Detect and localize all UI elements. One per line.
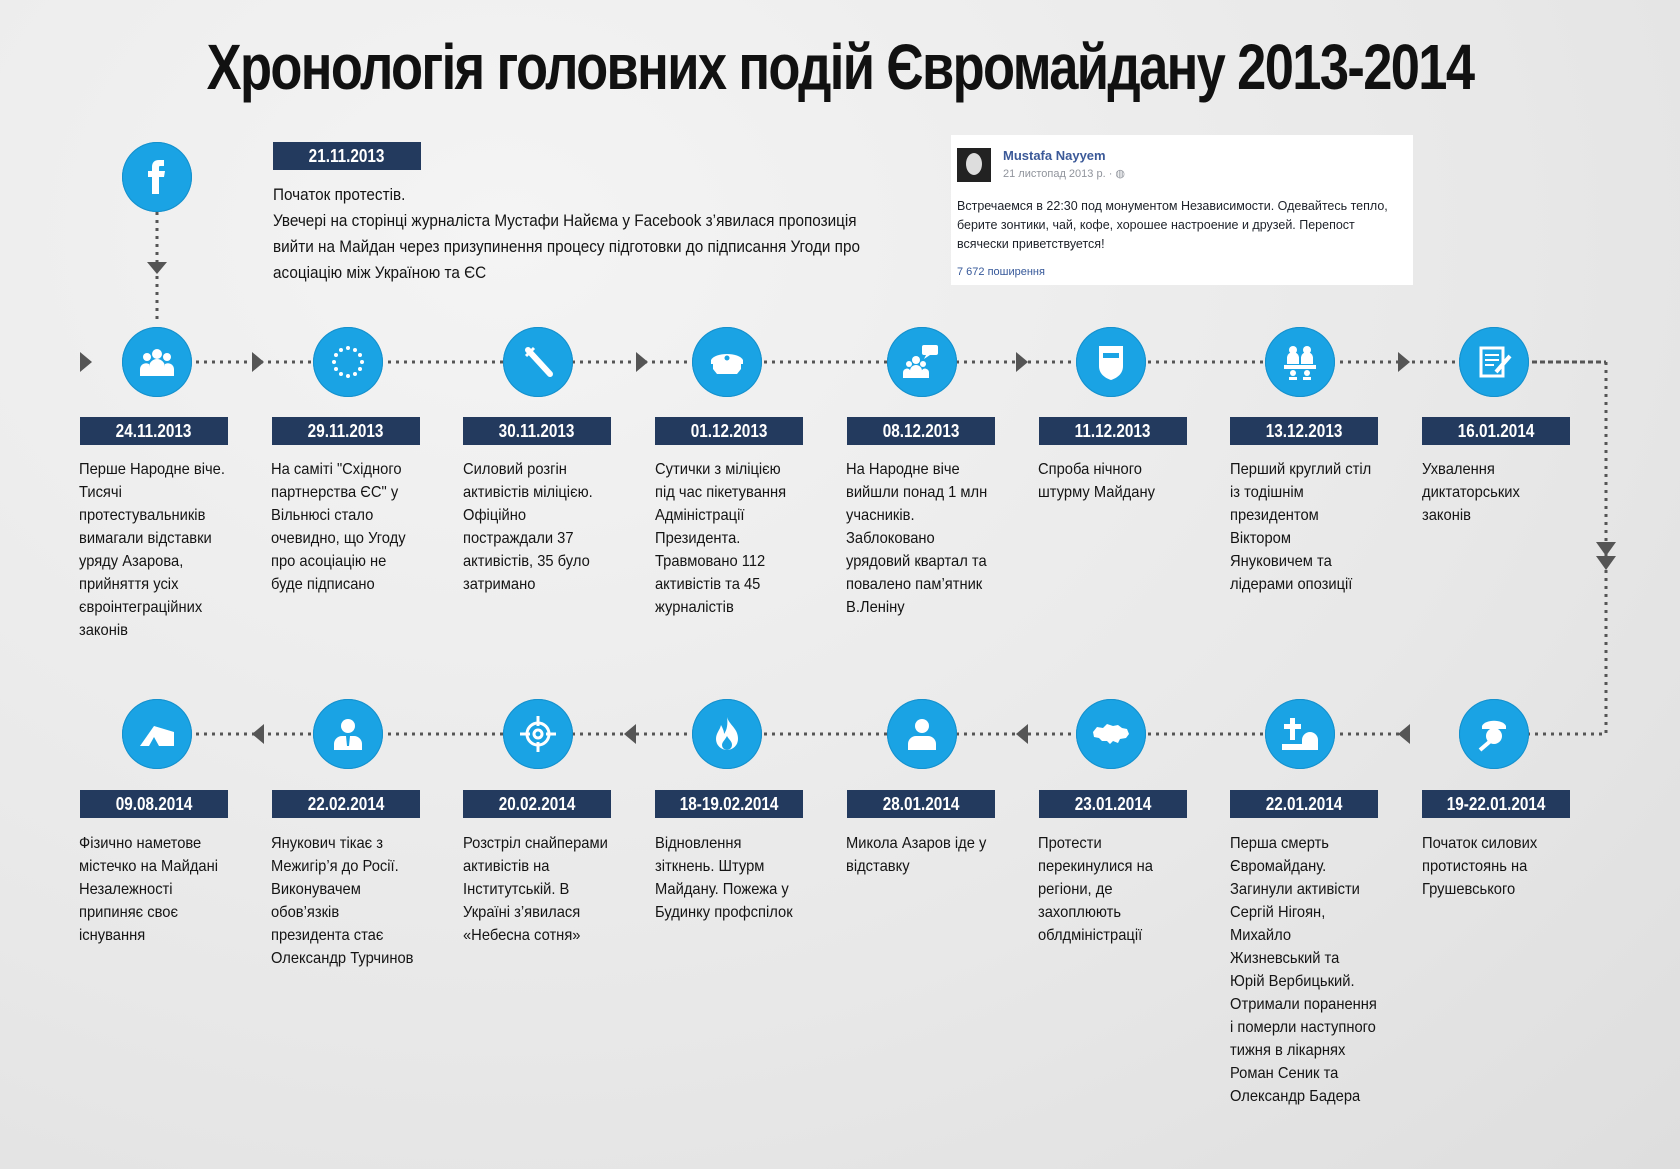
event-11-date: 20.02.2014 bbox=[463, 790, 611, 818]
event-8-desc: Ухвалення диктаторських законів bbox=[1422, 461, 1520, 524]
tent-icon bbox=[122, 699, 192, 769]
police-shield-icon bbox=[1076, 327, 1146, 397]
event-9-desc: Фізично наметове містечко на Майдані Незалежності припиняє своє існування bbox=[79, 835, 218, 944]
crosshair-icon bbox=[503, 699, 573, 769]
post-shares[interactable]: 7 672 поширення bbox=[957, 266, 1045, 278]
event-6-desc: Спроба нічного штурму Майдану bbox=[1038, 461, 1155, 501]
person-icon bbox=[887, 699, 957, 769]
event-8-date: 16.01.2014 bbox=[1422, 417, 1570, 445]
event-14-date: 23.01.2014 bbox=[1039, 790, 1187, 818]
ukraine-map-icon bbox=[1076, 699, 1146, 769]
event-11-desc: Розстріл снайперами активістів на Інститутській. В Україні з’явилася «Небесна сотня» bbox=[463, 835, 608, 944]
event-3-date: 30.11.2013 bbox=[463, 417, 611, 445]
police-cap-icon bbox=[692, 327, 762, 397]
event-12-desc: Відновлення зіткнень. Штурм Майдану. Пожежа у Будинку профспілок bbox=[655, 835, 793, 921]
arrow-intro bbox=[147, 262, 167, 274]
event-9-date: 09.08.2014 bbox=[80, 790, 228, 818]
intro-text: Початок протестів. Увечері на сторінці журналіста Мустафи Найєма у Facebook з’явилася пропозиція вийти на Майдан через призупинення процесу підготовки до підписання Угоди про асоціацію між Україною та ЄС bbox=[273, 185, 860, 282]
event-10-desc: Янукович тікає з Межигір’я до Росії. Виконувачем обов’язків президента стає Олександр Турчинов bbox=[271, 835, 414, 967]
post-time: 21 листопад 2013 р. · ◍ bbox=[1003, 168, 1126, 180]
event-15-date: 22.01.2014 bbox=[1230, 790, 1378, 818]
event-7-date: 13.12.2013 bbox=[1230, 417, 1378, 445]
arrow-l3 bbox=[624, 724, 636, 744]
eu-flag-icon bbox=[313, 327, 383, 397]
post-text: Встречаемся в 22:30 под монументом Независимости. Одевайтесь тепло, берите зонтики, чай, кофе, хорошее настроение и друзей. Перепост всячески приветствуется! bbox=[957, 199, 1388, 251]
event-3-desc: Силовий розгін активістів міліцією. Офіційно постраждали 37 активістів, 35 було затримано bbox=[463, 461, 593, 593]
event-13-desc: Микола Азаров іде у відставку bbox=[846, 835, 987, 875]
crowd-speech-icon bbox=[887, 327, 957, 397]
event-4-desc: Сутички з міліцією під час пікетування Адміністрації Президента. Травмовано 112 активістів та 45 журналістів bbox=[655, 461, 787, 616]
arrow-r4 bbox=[1398, 352, 1410, 372]
page-title: Хронологія головних подій Євромайдану 2013-2014 bbox=[206, 31, 1474, 103]
event-5-date: 08.12.2013 bbox=[847, 417, 995, 445]
facebook-icon bbox=[122, 142, 192, 212]
arrow-left-edge bbox=[80, 352, 92, 372]
event-13-date: 28.01.2014 bbox=[847, 790, 995, 818]
grave-cross-icon bbox=[1265, 699, 1335, 769]
event-7-desc: Перший круглий стіл із тодішнім президентом Віктором Януковичем та лідерами опозиції bbox=[1230, 461, 1372, 593]
crowd-icon bbox=[122, 327, 192, 397]
event-16-desc: Початок силових протистоянь на Грушевського bbox=[1422, 835, 1538, 898]
arrow-r3 bbox=[1016, 352, 1028, 372]
facebook-post bbox=[951, 135, 1413, 285]
arrow-down-2 bbox=[1596, 556, 1616, 570]
event-12-date: 18-19.02.2014 bbox=[655, 790, 803, 818]
intro-date: 21.11.2013 bbox=[273, 142, 421, 170]
round-table-icon bbox=[1265, 327, 1335, 397]
event-2-desc: На саміті "Східного партнерства ЄС" у Вільнюсі стало очевидно, що Угоду про асоціацію не буде підписано bbox=[271, 461, 406, 593]
person-suit-icon bbox=[313, 699, 383, 769]
post-author[interactable]: Mustafa Nayyem bbox=[1003, 148, 1106, 163]
event-1-date: 24.11.2013 bbox=[80, 417, 228, 445]
arrow-l2 bbox=[1016, 724, 1028, 744]
event-4-date: 01.12.2013 bbox=[655, 417, 803, 445]
police-baton-icon bbox=[1459, 699, 1529, 769]
event-6-date: 11.12.2013 bbox=[1039, 417, 1187, 445]
arrow-r1 bbox=[252, 352, 264, 372]
globe-icon: ◍ bbox=[1115, 168, 1126, 180]
avatar bbox=[957, 148, 991, 182]
document-sign-icon bbox=[1459, 327, 1529, 397]
event-15-desc: Перша смерть Євромайдану. Загинули активісти Сергій Нігоян, Михайло Жизневський та Юрій Вербицький. Отримали поранення і померли наступного тижня в лікарнях Роман Сеник та Олександр Бадера bbox=[1230, 835, 1377, 1105]
event-5-desc: На Народне віче вийшли понад 1 млн учасників. Заблоковано урядовий квартал та повалено пам’ятник В.Леніну bbox=[846, 461, 988, 616]
event-16-date: 19-22.01.2014 bbox=[1422, 790, 1570, 818]
event-10-date: 22.02.2014 bbox=[272, 790, 420, 818]
event-14-desc: Протести перекинулися на регіони, де захоплюють облдміністрації bbox=[1038, 835, 1153, 944]
arrow-r2 bbox=[636, 352, 648, 372]
baton-icon bbox=[503, 327, 573, 397]
arrow-down-1 bbox=[1596, 542, 1616, 556]
fire-icon bbox=[692, 699, 762, 769]
event-1-desc: Перше Народне віче. Тисячі протестувальників вимагали відставки уряду Азарова, прийняття усіх євроінтеграційних законів bbox=[79, 461, 225, 639]
event-2-date: 29.11.2013 bbox=[272, 417, 420, 445]
arrow-l1 bbox=[1398, 724, 1410, 744]
arrow-l4 bbox=[252, 724, 264, 744]
